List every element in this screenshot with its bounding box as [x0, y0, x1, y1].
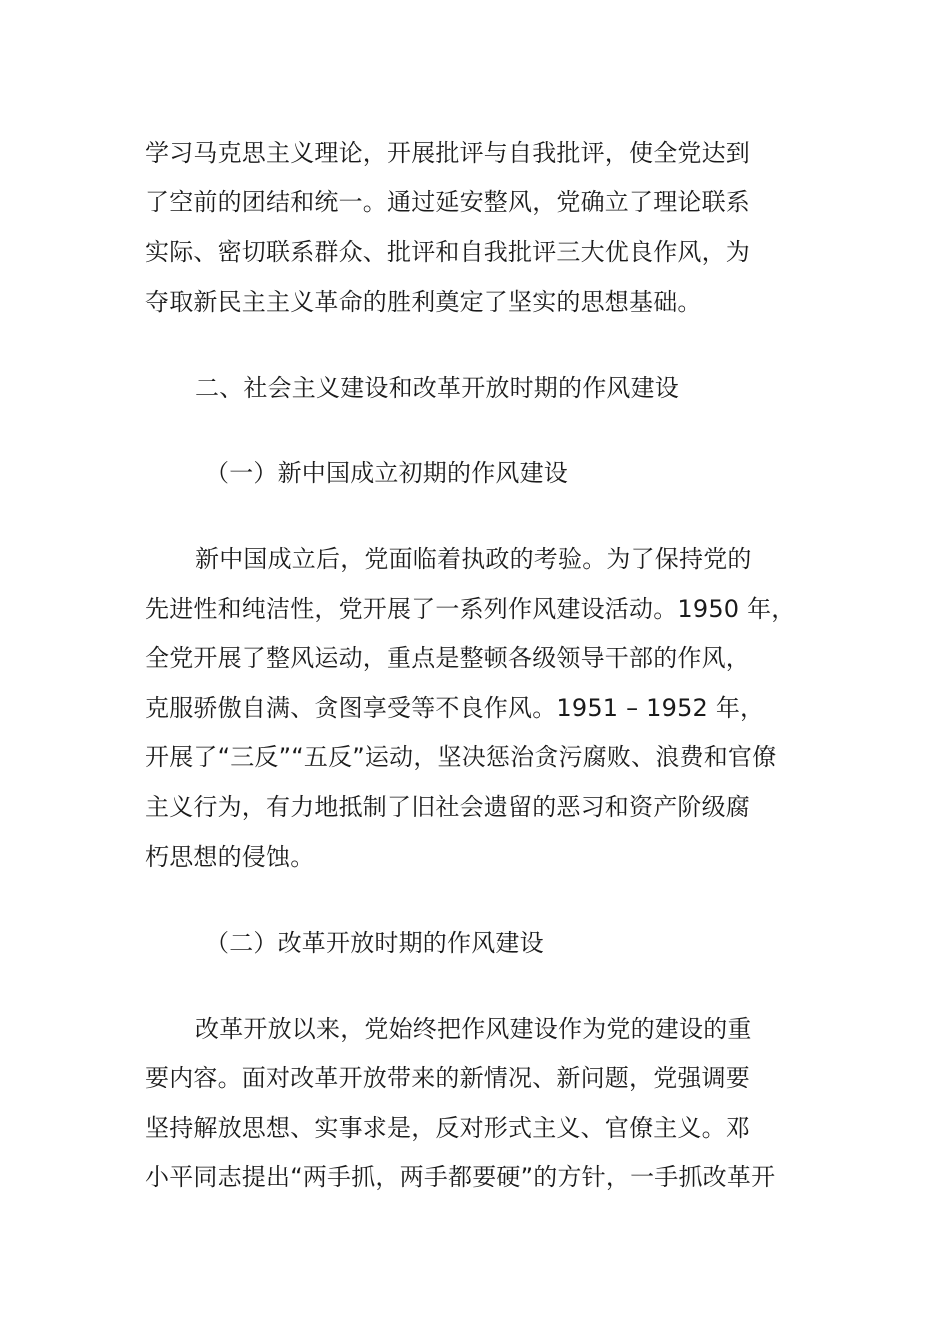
subsection-heading-2: （二）改革开放时期的作风建设	[205, 929, 544, 957]
text-line: 新中国成立后，党面临着执政的考验。为了保持党的	[195, 545, 752, 573]
text-line: 朽思想的侵蚀。	[145, 843, 315, 871]
section-heading: 二、社会主义建设和改革开放时期的作风建设	[195, 374, 679, 402]
text-line: 克服骄傲自满、贪图享受等不良作风。1951 – 1952 年，	[145, 694, 765, 722]
text-line: 开展了“三反”“五反”运动，坚决惩治贪污腐败、浪费和官僚	[145, 743, 777, 771]
text-line: 了空前的团结和统一。通过延安整风，党确立了理论联系	[145, 188, 750, 216]
text-line: 小平同志提出“两手抓，两手都要硬”的方针，一手抓改革开	[145, 1163, 776, 1191]
text-line: 学习马克思主义理论，开展批评与自我批评，使全党达到	[145, 139, 750, 167]
text-line: 主义行为，有力地抵制了旧社会遗留的恶习和资产阶级腐	[145, 793, 750, 821]
text-line: 实际、密切联系群众、批评和自我批评三大优良作风，为	[145, 238, 750, 266]
text-line: 先进性和纯洁性，党开展了一系列作风建设活动。1950 年，	[145, 595, 796, 623]
subsection-heading-1: （一）新中国成立初期的作风建设	[205, 459, 568, 487]
text-line: 夺取新民主主义革命的胜利奠定了坚实的思想基础。	[145, 288, 702, 316]
text-line: 改革开放以来，党始终把作风建设作为党的建设的重	[195, 1015, 752, 1043]
text-line: 坚持解放思想、实事求是，反对形式主义、官僚主义。邓	[145, 1114, 750, 1142]
text-line: 全党开展了整风运动，重点是整顿各级领导干部的作风，	[145, 644, 750, 672]
text-line: 要内容。面对改革开放带来的新情况、新问题，党强调要	[145, 1064, 750, 1092]
